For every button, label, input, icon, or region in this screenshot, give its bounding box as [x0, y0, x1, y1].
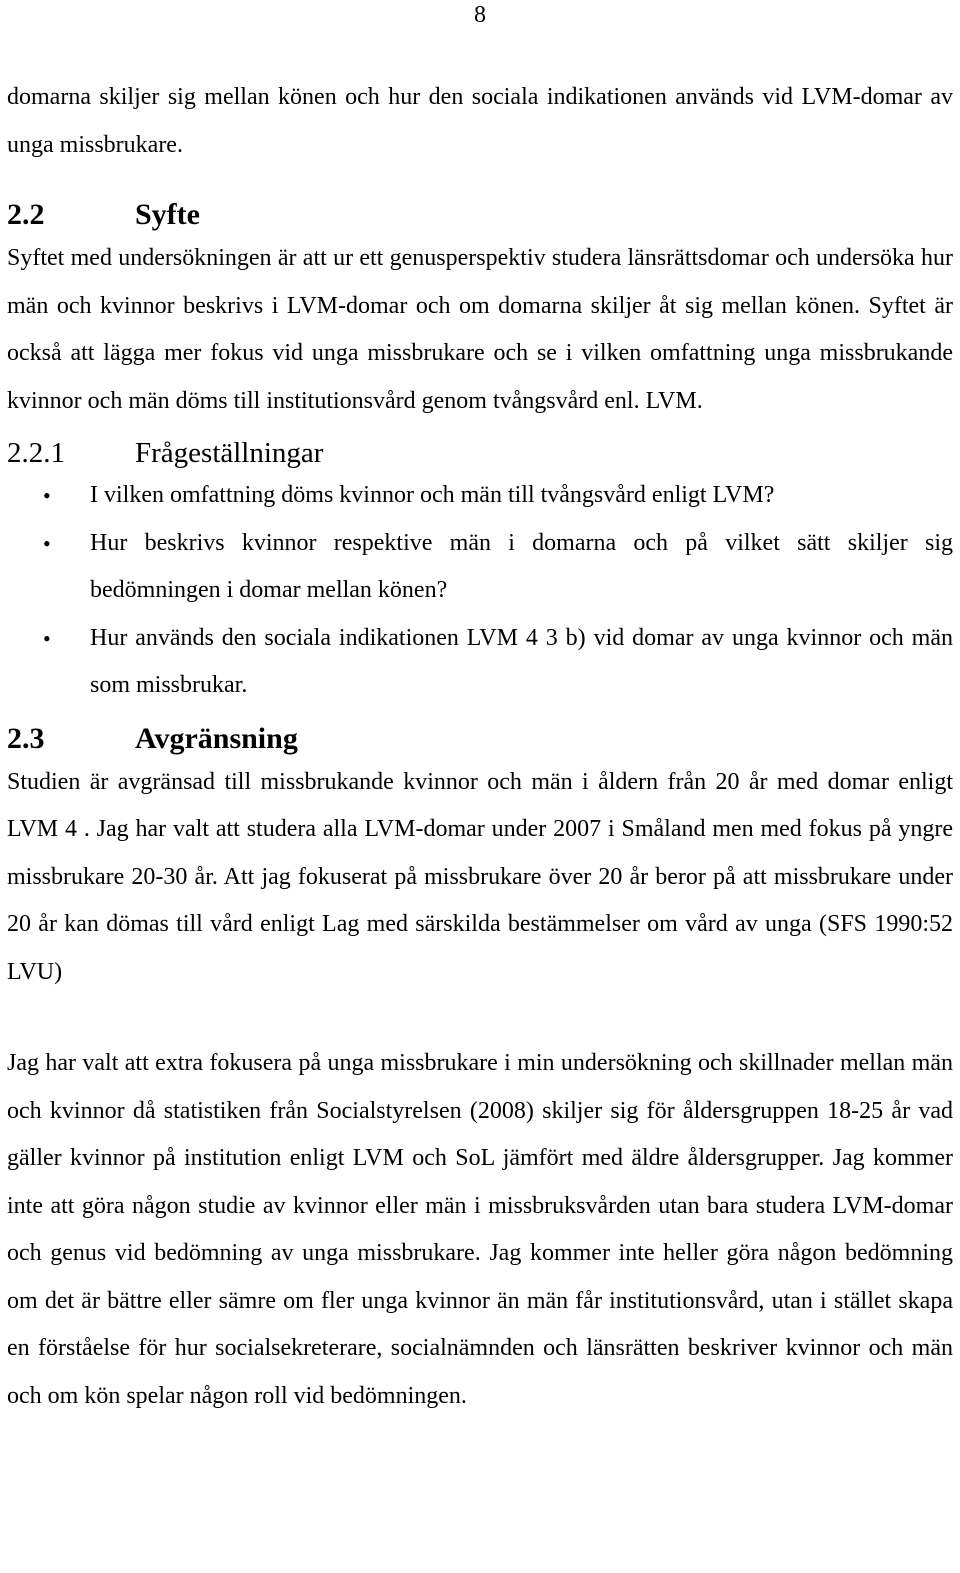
heading-fragestallningar-title: Frågeställningar	[135, 437, 324, 469]
question-text: Hur används den sociala indikationen LVM 4 3 b) vid domar av unga kvinnor och män som missbrukar.	[90, 624, 953, 698]
question-text: Hur beskrivs kvinnor respektive män i domarna och på vilket sätt skiljer sig bedömningen i domar mellan könen?	[90, 529, 953, 603]
bullet-icon: •	[43, 530, 51, 556]
heading-syfte-title: Syfte	[135, 198, 200, 231]
heading-avgransning-number: 2.3	[7, 721, 45, 755]
bullet-icon: •	[43, 483, 51, 508]
heading-syfte	[7, 195, 953, 235]
question-item	[7, 520, 953, 615]
avgransning-paragraph-2: Jag har valt att extra fokusera på unga missbrukare i min undersökning och skillnader mellan män och kvinnor då statistiken från Socialstyrelsen (2008) skiljer sig för åldersgruppen 18-25 år vad gäller kvinnor på institution enligt LVM och SoL jämfört med äldre åldersgrupper. Jag kommer inte att göra någon studie av kvinnor eller män i missbruksvården utan bara studera LVM-domar och genus vid bedömning av unga missbrukare. Jag kommer inte heller göra någon bedömning om det är bättre eller sämre om fler unga kvinnor än män får institutionsvård, utan i stället skapa en förståelse för hur socialsekreterare, socialnämnden och länsrätten beskriver kvinnor och män och om kön spelar någon roll vid bedömningen.	[7, 1050, 953, 1409]
question-item	[7, 472, 953, 520]
question-item	[7, 615, 953, 710]
avgransning-paragraph-1: Studien är avgränsad till missbrukande kvinnor och män i åldern från 20 år med domar enligt LVM 4 . Jag har valt att studera alla LVM-domar under 2007 i Småland men med fokus på yngre missbrukare 20-30 år. Att jag fokuserat på missbrukare över 20 år beror på att missbrukare under 20 år kan dömas till vård enligt Lag med särskilda bestämmelser om vård av unga (SFS 1990:52 LVU)	[7, 768, 953, 985]
heading-fragestallningar	[7, 434, 953, 472]
document-body	[7, 74, 953, 1420]
intro-paragraph: domarna skiljer sig mellan könen och hur den sociala indikationen används vid LVM-domar av unga missbrukare.	[7, 84, 953, 158]
bullet-icon: •	[43, 625, 51, 651]
question-list	[7, 472, 953, 710]
page-number: 8	[474, 2, 486, 28]
question-text: I vilken omfattning döms kvinnor och män till tvångsvård enligt LVM?	[90, 482, 775, 508]
syfte-paragraph: Syftet med undersökningen är att ur ett genusperspektiv studera länsrättsdomar och undersöka hur män och kvinnor beskrivs i LVM-domar och om domarna skiljer åt sig mellan könen. Syftet är också att lägga mer fokus vid unga missbrukare och se i vilken omfattning unga missbrukande kvinnor och män döms till institutionsvård genom tvångsvård enl. LVM.	[7, 245, 953, 414]
heading-avgransning-title: Avgränsning	[135, 721, 298, 755]
heading-avgransning	[7, 719, 953, 759]
heading-fragestallningar-number: 2.2.1	[7, 437, 65, 469]
heading-syfte-number: 2.2	[7, 198, 45, 231]
